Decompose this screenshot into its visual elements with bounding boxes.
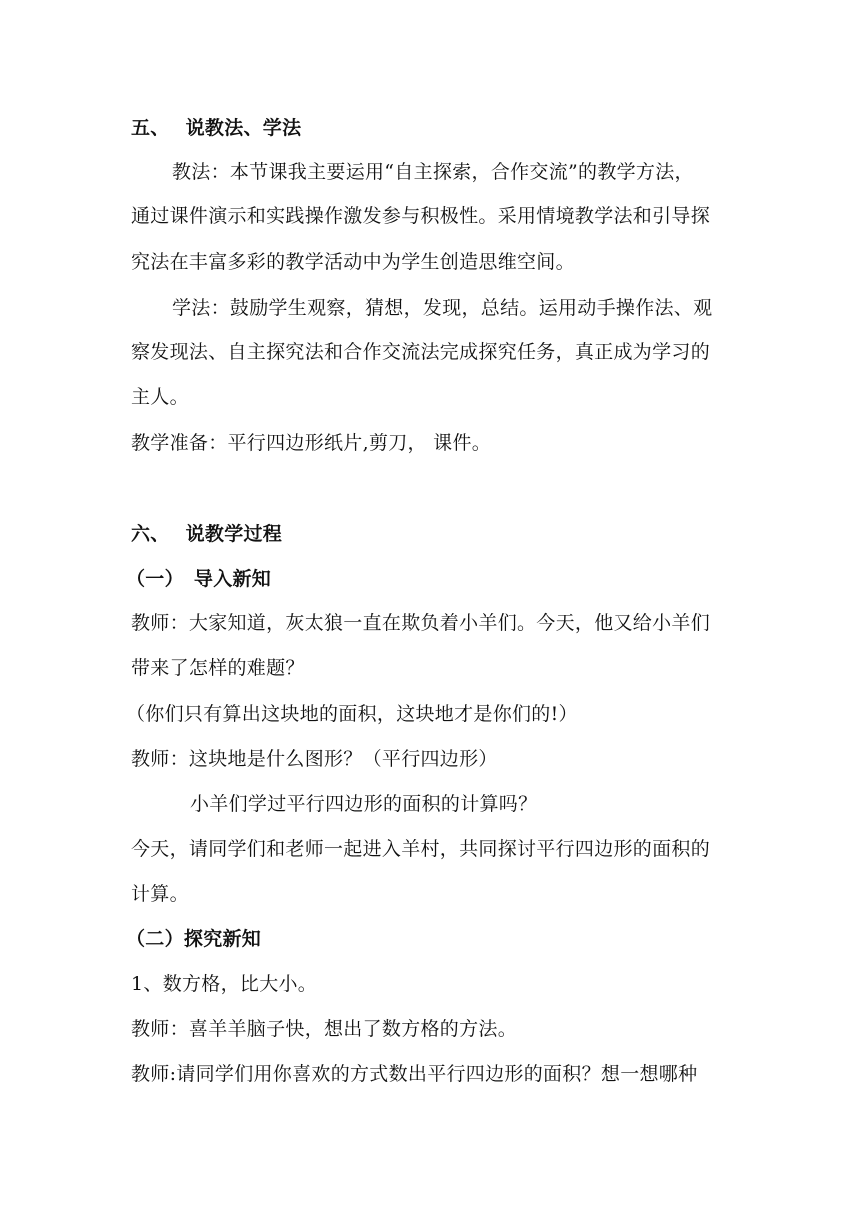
teach-method-line: 教法：本节课我主要运用“自主探索，合作交流”的教学方法， [172,161,694,183]
subsection-title: 导入新知 [193,568,272,590]
teaching-preparation: 教学准备：平行四边形纸片,剪刀， 课件。 [131,432,492,454]
explore-line: 教师：喜羊羊脑子快，想出了数方格的方法。 [131,1018,518,1040]
subsection-number: （一） [126,568,184,590]
intro-line: 教师：这块地是什么图形？（平行四边形） [131,748,498,770]
section-heading-six [131,522,733,546]
section-title: 说教法、学法 [185,117,302,139]
intro-line: 小羊们学过平行四边形的面积的计算吗？ [190,793,538,815]
subsection-heading-explore: （二）探究新知 [126,928,262,950]
intro-line: 带来了怎样的难题？ [131,657,305,679]
explore-line: 教师:请同学们用你喜欢的方式数出平行四边形的面积？想一想哪种 [131,1063,698,1085]
section-title: 说教学过程 [185,523,283,545]
section-number: 五、 [131,117,170,139]
explore-line: 1、数方格，比大小。 [131,973,318,995]
intro-line: （你们只有算出这块地的面积，这块地才是你们的!） [126,703,578,725]
teach-method-line: 究法在丰富多彩的教学活动中为学生创造思维空间。 [131,251,575,273]
teach-method-line: 通过课件演示和实践操作激发参与积极性。采用情境教学法和引导探 [131,205,711,227]
learn-method-line: 学法：鼓励学生观察，猜想，发现，总结。运用动手操作法、观 [172,297,713,319]
intro-line: 计算。 [131,883,189,905]
intro-line: 今天，请同学们和老师一起进入羊村，共同探讨平行四边形的面积的 [131,838,711,860]
intro-line: 教师：大家知道，灰太狼一直在欺负着小羊们。今天，他又给小羊们 [131,612,711,634]
section-number: 六、 [131,523,170,545]
section-heading-five [131,116,733,140]
subsection-heading-intro [126,567,728,591]
learn-method-line: 主人。 [131,386,189,408]
learn-method-line: 察发现法、自主探究法和合作交流法完成探究任务，真正成为学习的 [131,341,711,363]
